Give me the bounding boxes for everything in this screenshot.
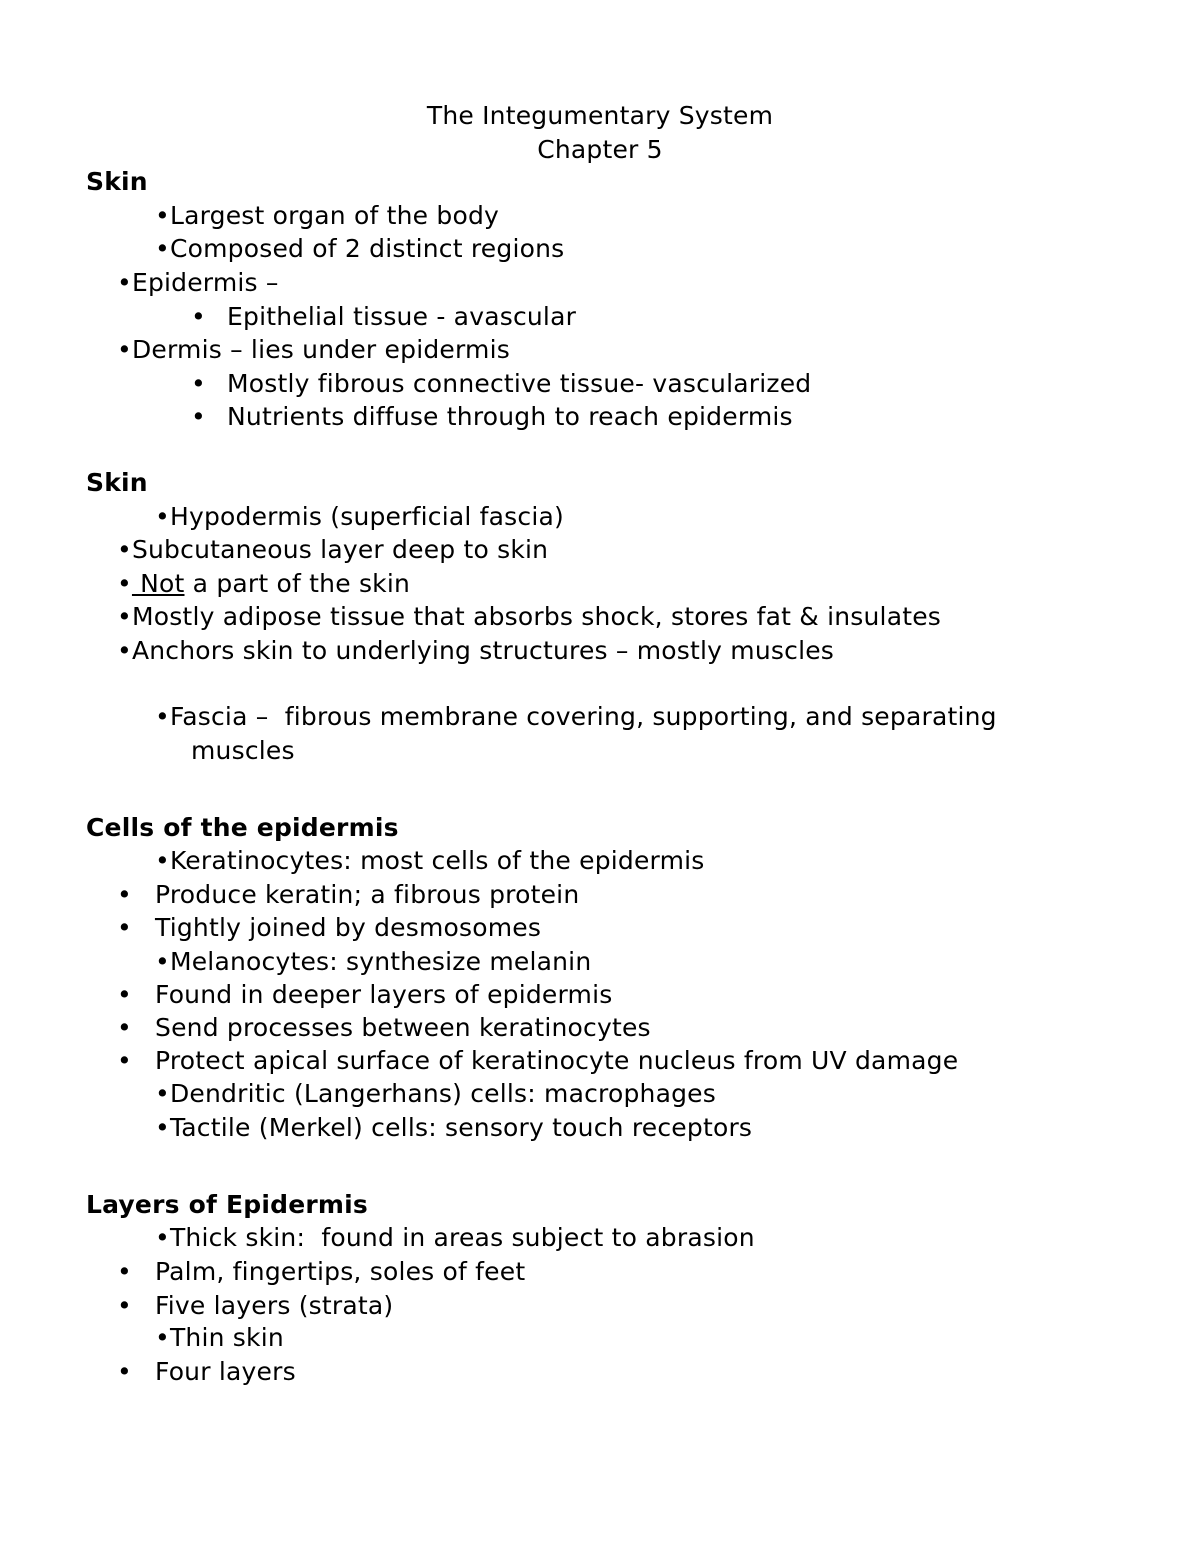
list-item: •Melanocytes: synthesize melanin <box>155 947 592 976</box>
list-item: Tightly joined by desmosomes <box>155 913 542 942</box>
list-item: Four layers <box>155 1357 296 1386</box>
list-item: Produce keratin; a fibrous protein <box>155 880 580 909</box>
bullet-icon: • <box>191 402 206 431</box>
bullet-icon: • <box>117 1013 132 1042</box>
bullet-icon: • <box>117 1257 132 1286</box>
section-heading-layers: Layers of Epidermis <box>86 1190 368 1219</box>
list-item-continuation: muscles <box>191 736 295 765</box>
list-item: •Subcutaneous layer deep to skin <box>117 535 549 564</box>
list-item: •Largest organ of the body <box>155 201 500 230</box>
bullet-icon: • <box>117 1291 132 1320</box>
list-item: •Dermis – lies under epidermis <box>117 335 510 364</box>
list-item: •Epidermis – <box>117 268 279 297</box>
bullet-icon: • <box>117 1046 132 1075</box>
bullet-icon: • <box>191 302 206 331</box>
list-item: •Tactile (Merkel) cells: sensory touch receptors <box>155 1113 753 1142</box>
list-item: Five layers (strata) <box>155 1291 394 1320</box>
list-item: Epithelial tissue - avascular <box>227 302 577 331</box>
list-item: •Hypodermis (superficial fascia) <box>155 502 564 531</box>
bullet-icon: • <box>117 880 132 909</box>
bullet-icon: • <box>117 980 132 1009</box>
list-item: Protect apical surface of keratinocyte nucleus from UV damage <box>155 1046 959 1075</box>
section-heading-skin: Skin <box>86 167 148 196</box>
document-title: The Integumentary System <box>426 101 774 130</box>
section-heading-skin-2: Skin <box>86 468 148 497</box>
list-item: •Anchors skin to underlying structures – mostly muscles <box>117 636 835 665</box>
list-item-text: a part of the skin <box>184 569 411 598</box>
list-item: •Fascia – fibrous membrane covering, supporting, and separating <box>155 702 997 731</box>
list-item: Palm, fingertips, soles of feet <box>155 1257 526 1286</box>
list-item: •Thick skin: found in areas subject to abrasion <box>155 1223 755 1252</box>
list-item: •Dendritic (Langerhans) cells: macrophages <box>155 1079 716 1108</box>
section-heading-cells: Cells of the epidermis <box>86 813 399 842</box>
list-item: •Mostly adipose tissue that absorbs shock, stores fat & insulates <box>117 602 942 631</box>
list-item: Nutrients diffuse through to reach epidermis <box>227 402 793 431</box>
emphasis-not: Not <box>131 569 185 598</box>
list-item: •Composed of 2 distinct regions <box>155 234 565 263</box>
bullet-icon: • <box>117 1357 132 1386</box>
list-item: Send processes between keratinocytes <box>155 1013 651 1042</box>
list-item <box>117 567 410 601</box>
list-item: •Thin skin <box>155 1323 284 1352</box>
list-item: •Keratinocytes: most cells of the epidermis <box>155 846 705 875</box>
document-subtitle: Chapter 5 <box>537 135 663 164</box>
bullet-icon: • <box>191 369 206 398</box>
bullet-icon: • <box>117 569 132 598</box>
bullet-icon: • <box>117 913 132 942</box>
list-item: Found in deeper layers of epidermis <box>155 980 613 1009</box>
list-item: Mostly fibrous connective tissue- vascularized <box>227 369 812 398</box>
